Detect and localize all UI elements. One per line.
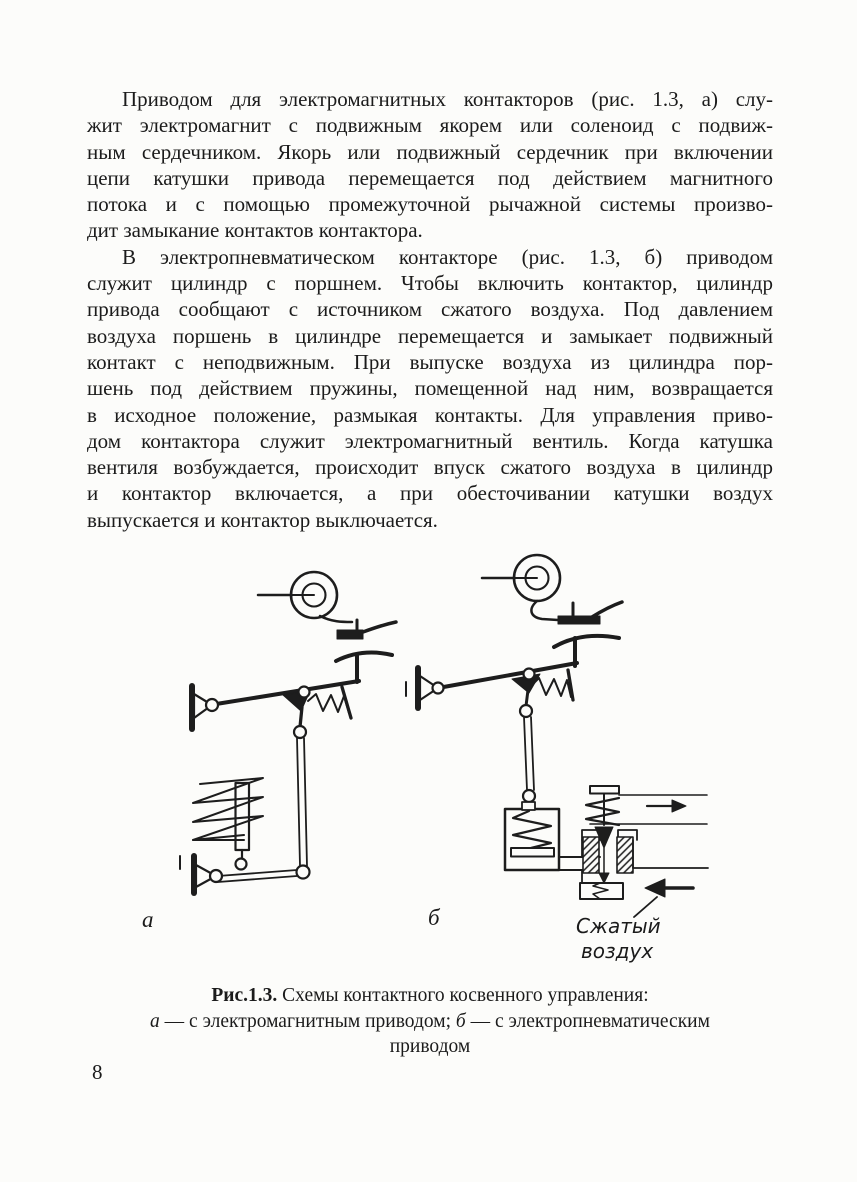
figure-1-3 — [130, 545, 720, 980]
text-line: в исходное положение, размыкая контакты. Для управления приво- — [87, 402, 773, 427]
compressed-air-label-line1: Сжатый — [576, 914, 661, 938]
contact-lever-a — [210, 681, 359, 718]
body-text — [87, 86, 773, 533]
text-line: цепи катушки привода перемещается под действием магнитного — [87, 165, 773, 190]
caption-item-a-text: — с электромагнитным приводом; — [159, 1010, 456, 1032]
electromagnetic-valve — [580, 786, 708, 917]
figure-1-3-drawing — [130, 545, 720, 980]
text-line: ным сердечником. Якорь или подвижный сердечник при включении — [87, 139, 773, 164]
link-rod-b — [520, 690, 535, 802]
figure-caption — [87, 983, 773, 1060]
text-line: потока и с помощью промежуточной рычажной системы произво- — [87, 192, 773, 217]
caption-title: Схемы контактного косвенного управления: — [277, 985, 649, 1006]
text-line: воздуха поршень в цилиндре перемещается и замыкает подвижный — [87, 323, 773, 348]
contact-lever-b — [438, 663, 577, 700]
blowout-coil-icon — [258, 572, 337, 618]
contact-spring-b — [531, 678, 571, 697]
compressed-air-arrow — [645, 879, 693, 897]
text-line: жит электромагнит с подвижным якорем или соленоид с подвиж- — [87, 113, 773, 138]
blowout-coil-icon-b — [482, 555, 560, 601]
contact-spring-a — [308, 694, 349, 713]
text-line: служит цилиндр с поршнем. Чтобы включить контактор, цилиндр — [87, 271, 773, 296]
diagram-a-label: а — [142, 907, 154, 932]
text-line: вентиля возбуждается, происходит впуск сжатого воздуха в цилиндр — [87, 455, 773, 480]
text-line: шень под действием пружины, помещенной над ним, возвращается — [87, 376, 773, 401]
solenoid-coil-icon — [193, 778, 263, 870]
moving-contact-a — [336, 653, 392, 682]
text-line: Приводом для электромагнитных контакторов (рис. 1.3, а) слу- — [122, 87, 773, 111]
text-line: В электропневматическом контакторе (рис. 1.3, б) приводом — [122, 244, 773, 269]
pivot-mount-a — [192, 686, 218, 729]
caption-line-1 — [87, 983, 773, 1009]
link-rod-a — [294, 707, 310, 879]
text-line: дит замыкание контактов контактора. — [87, 218, 423, 243]
schematic-a — [142, 572, 396, 932]
compressed-air-label-line2: воздух — [581, 939, 654, 963]
caption-line-2 — [87, 1009, 773, 1035]
caption-item-b: б — [455, 1010, 466, 1032]
text-line: выпускается и контактор выключается. — [87, 507, 438, 532]
schematic-b — [406, 555, 708, 963]
text-line: дом контактора служит электромагнитный вентиль. Когда катушка — [87, 428, 773, 453]
page-number: 8 — [92, 1060, 103, 1084]
moving-contact-b — [554, 636, 619, 666]
fixed-contact-b — [531, 601, 622, 624]
pivot-mount-b — [406, 668, 444, 708]
caption-item-a: а — [150, 1010, 160, 1032]
air-out-arrow — [647, 800, 686, 812]
diagram-b-label: б — [428, 905, 440, 930]
text-line: привода сообщают с источником сжатого воздуха. Под давлением — [87, 297, 773, 322]
text-line: и контактор включается, а при обесточивании катушки воздух — [87, 481, 773, 506]
text-line: контакт с неподвижным. При выпуске воздуха из цилиндра пор- — [87, 349, 773, 374]
valve-coil — [586, 798, 619, 825]
piston — [511, 848, 554, 857]
caption-figure-number: Рис.1.3. — [211, 985, 278, 1006]
caption-item-b-text: — с электропневматическим — [465, 1010, 710, 1032]
caption-line-3: приводом — [389, 1036, 471, 1057]
fixed-contact-a — [320, 616, 396, 639]
